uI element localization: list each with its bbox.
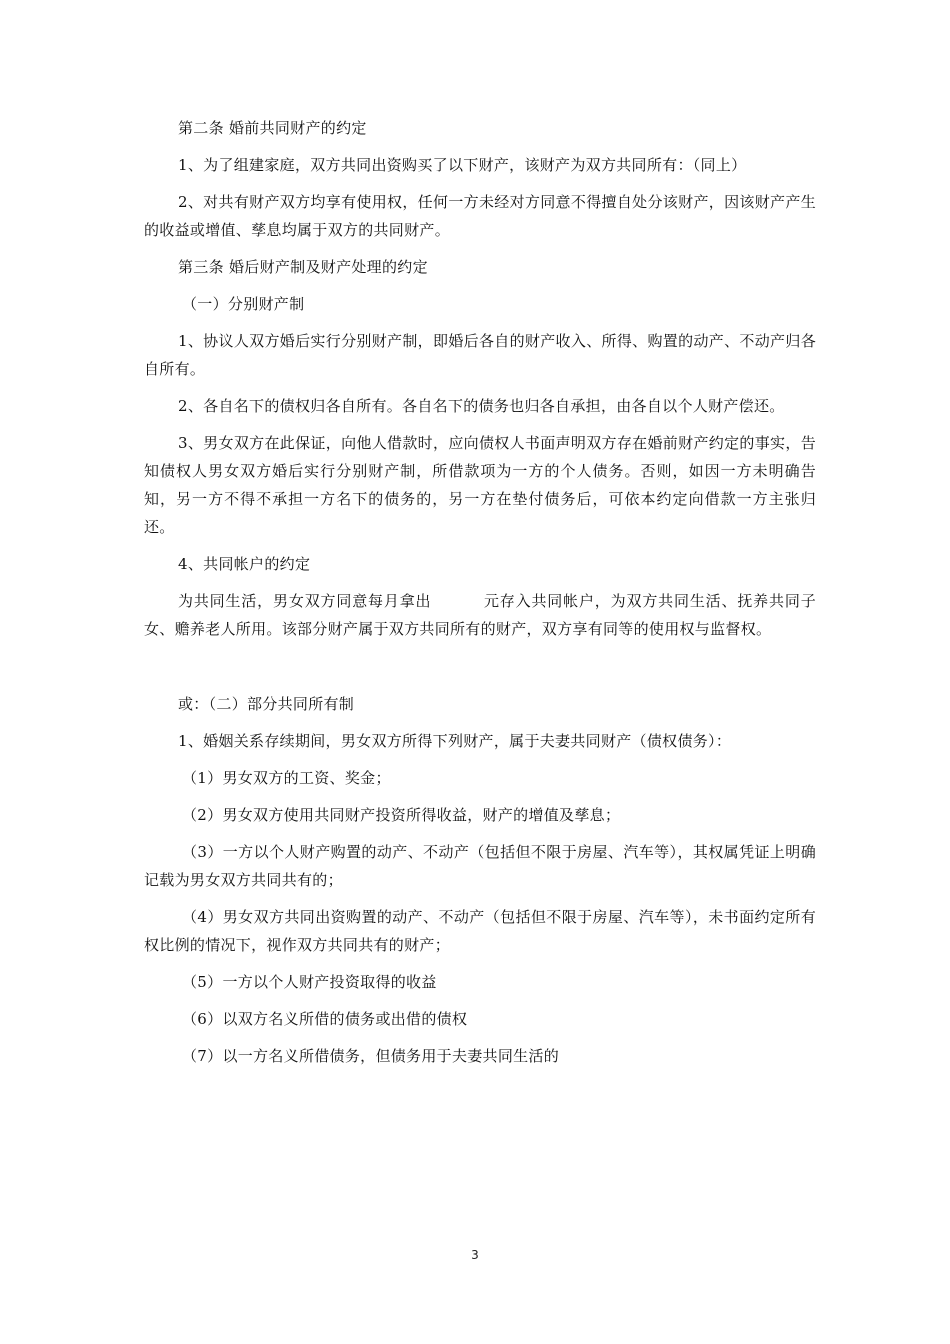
page-number: 3 [471, 1248, 479, 1262]
section-1-clause-4: 4、共同帐户的约定 [178, 555, 311, 573]
section-gap [144, 652, 816, 690]
section-2-title: 或：（二）部分共同所有制 [178, 695, 355, 713]
list-item-4: （4）男女双方共同出资购置的动产、不动产（包括但不限于房屋、汽车等），未书面约定所有权比例的情况下，视作双方共同共有的财产； [144, 908, 816, 954]
list-item-6: （6）以双方名义所借的债务或出借的债权 [182, 1010, 468, 1028]
article-2-clause-2: 2、对共有财产双方均享有使用权，任何一方未经对方同意不得擅自处分该财产，因该财产产生的收益或增值、孳息均属于双方的共同财产。 [144, 193, 816, 239]
article-3-title: 第三条 婚后财产制及财产处理的约定 [178, 258, 428, 276]
list-item-5: （5）一方以个人财产投资取得的收益 [182, 973, 437, 991]
section-1-title: （一）分别财产制 [182, 295, 305, 313]
section-1-clause-3: 3、男女双方在此保证，向他人借款时，应向债权人书面声明双方存在婚前财产约定的事实，告知债权人男女双方婚后实行分别财产制，所借款项为一方的个人债务。否则，如因一方未明确告知，另一方不得不承担一方名下的债务的，另一方在垫付债务后，可依本约定向借款一方主张归还。 [144, 434, 816, 536]
section-1-clause-1: 1、协议人双方婚后实行分别财产制，即婚后各自的财产收入、所得、购置的动产、不动产归各自所有。 [144, 332, 816, 378]
list-item-1: （1）男女双方的工资、奖金； [182, 769, 391, 787]
clause-5-text-b: 元存入共同帐户，为双方共同生活、抚养共同子女、赡养老人所用。该部分财产属于双方共同所有的财产，双方享有同等的使用权与监督权。 [144, 592, 816, 638]
section-2-clause-1: 1、婚姻关系存续期间，男女双方所得下列财产，属于夫妻共同财产（债权债务）： [178, 732, 732, 750]
list-item-7: （7）以一方名义所借债务，但债务用于夫妻共同生活的 [182, 1047, 560, 1065]
section-1-clause-2: 2、各自名下的债权归各自所有。各自名下的债务也归各自承担，由各自以个人财产偿还。 [178, 397, 785, 415]
clause-5-text-a: 为共同生活，男女双方同意每月拿出 [178, 592, 432, 610]
list-item-2: （2）男女双方使用共同财产投资所得收益，财产的增值及孳息； [182, 806, 621, 824]
article-2-title: 第二条 婚前共同财产的约定 [178, 119, 367, 137]
article-2-clause-1: 1、为了组建家庭，双方共同出资购买了以下财产，该财产为双方共同所有：（同上） [178, 156, 747, 174]
section-1-clause-5 [144, 587, 816, 643]
document-body [144, 114, 816, 1079]
list-item-3: （3）一方以个人财产购置的动产、不动产（包括但不限于房屋、汽车等），其权属凭证上明确记载为男女双方共同共有的； [144, 843, 816, 889]
